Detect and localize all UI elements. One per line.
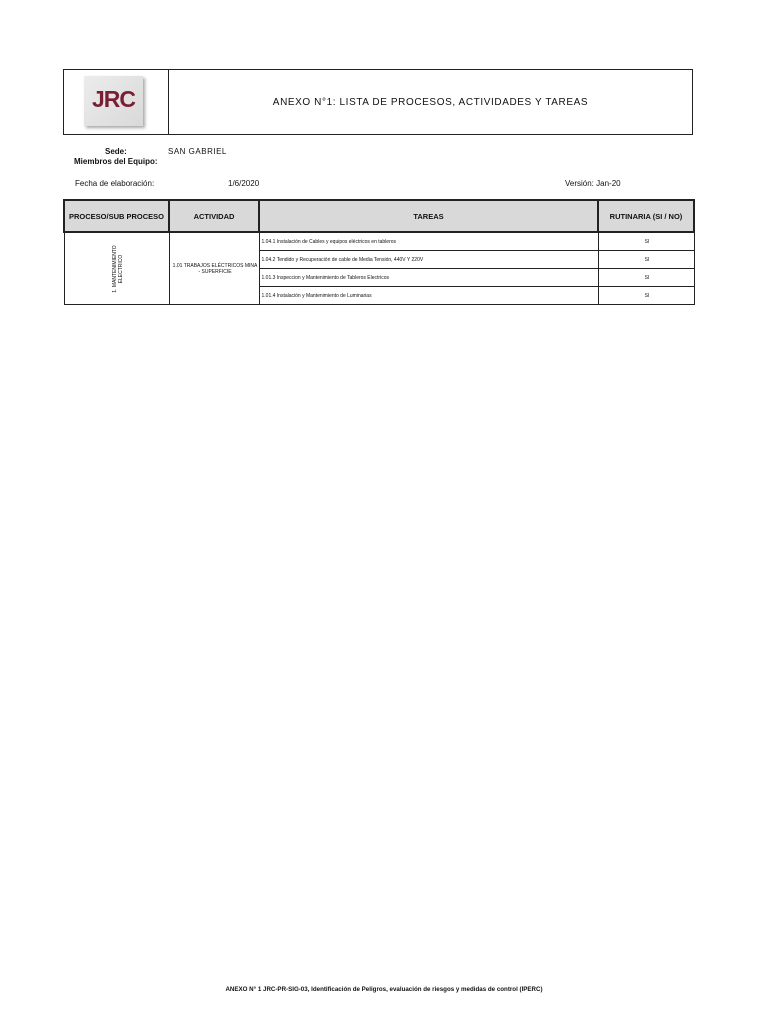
process-label: 1. MANTENIMIENTO ELECTRICO: [111, 244, 124, 293]
table-row: [64, 232, 694, 251]
logo-cell: [64, 70, 169, 134]
process-table: [63, 199, 695, 305]
version-label: Versión: Jan-20: [565, 179, 621, 188]
sede-label: Sede:: [105, 147, 127, 156]
header-process: PROCESO/SUB PROCESO: [64, 200, 169, 232]
logo-text: JRC: [91, 86, 135, 112]
sede-value: SAN GABRIEL: [168, 147, 227, 156]
activity-cell: 1.01 TRABAJOS ELÉCTRICOS MINA - SUPERFICIE: [169, 232, 259, 305]
task-cell: 1.04.1 Instalación de Cables y equipos eléctricos en tableros: [259, 232, 598, 251]
rutinaria-cell: SI: [598, 269, 694, 287]
date-label: Fecha de elaboración:: [75, 179, 155, 188]
task-cell: 1.01.4 Instalación y Mantenimiento de Luminarias: [259, 287, 598, 305]
task-cell: 1.04.2 Tendido y Recuperación de cable de Media Tensión, 440V Y 220V: [259, 251, 598, 269]
task-cell: 1.01.3 Inspeccion y Mantenimiento de Tableros Electricos: [259, 269, 598, 287]
rutinaria-cell: SI: [598, 251, 694, 269]
document-title: ANEXO N°1: LISTA DE PROCESOS, ACTIVIDADES Y TAREAS: [272, 96, 589, 108]
document-header: [63, 69, 693, 135]
process-cell: [64, 232, 169, 305]
members-label: Miembros del Equipo:: [74, 157, 158, 166]
header-tasks: TAREAS: [259, 200, 598, 232]
table-header-row: [64, 200, 694, 232]
header-activity: ACTIVIDAD: [169, 200, 259, 232]
header-rutinaria: RUTINARIA (SI / NO): [598, 200, 694, 232]
company-logo: [84, 76, 143, 126]
date-value: 1/6/2020: [228, 179, 260, 188]
rutinaria-cell: SI: [598, 232, 694, 251]
page-footer: ANEXO N° 1 JRC-PR-SIG-03, Identificación de Peligros, evaluación de riesgos y medidas de control (IPERC): [225, 986, 543, 993]
rutinaria-cell: SI: [598, 287, 694, 305]
